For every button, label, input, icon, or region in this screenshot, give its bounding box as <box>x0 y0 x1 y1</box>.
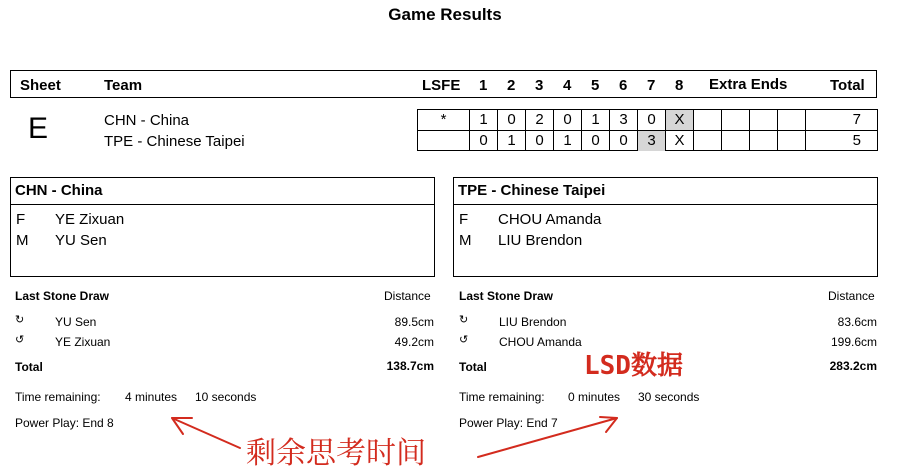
team-1-time-minutes: 4 minutes <box>125 390 178 404</box>
team-1-end-8: X <box>666 110 694 130</box>
team-2-end-6: 0 <box>610 130 638 151</box>
team-2-power-play: Power Play: End 7 <box>459 416 558 430</box>
team-2-lsd-2-distance: 199.6cm <box>830 335 877 349</box>
team-2-player-1-name: CHOU Amanda <box>498 211 602 228</box>
team-2-lsd-total-label: Total <box>459 360 487 374</box>
team-2-player-1-position: F <box>459 211 469 228</box>
team-1-player-1-position: F <box>16 211 26 228</box>
team-2-end-8: X <box>666 130 694 151</box>
team-2-end-4: 1 <box>554 130 582 151</box>
team-1-lsd-1-name: YU Sen <box>55 315 97 329</box>
header-end-4: 4 <box>563 77 572 94</box>
annotation-thinking-time: 剩余思考时间 <box>246 436 426 471</box>
team-1-end-5: 1 <box>582 110 610 130</box>
team-1-lsd-total-label: Total <box>15 360 43 374</box>
header-sheet: Sheet <box>20 77 61 94</box>
header-end-7: 7 <box>647 77 656 94</box>
team-2-lsd-total: 283.2cm <box>829 359 877 373</box>
team-1-lsd-label: Last Stone Draw <box>15 289 110 303</box>
team-2-lsd-2-name: CHOU Amanda <box>499 335 582 349</box>
header-end-5: 5 <box>591 77 600 94</box>
clockwise-rotation-icon: ↻ <box>459 314 469 326</box>
team-1-end-1: 1 <box>470 110 498 130</box>
arrow-to-team-2-time <box>478 418 617 457</box>
page-title: Game Results <box>388 5 502 24</box>
team-1-time-seconds: 10 seconds <box>195 390 257 404</box>
header-total: Total <box>830 77 865 94</box>
header-lsfe: LSFE <box>422 77 461 94</box>
team-2-total: 5 <box>806 130 877 151</box>
team-1-player-2-position: M <box>16 232 29 249</box>
team-1-distance-label: Distance <box>384 289 431 303</box>
annotation-lsd-data: LSD数据 <box>584 351 683 381</box>
team-1-name: CHN - China <box>104 112 190 129</box>
team-2-time-label: Time remaining: <box>459 390 545 404</box>
team-2-distance-label: Distance <box>828 289 875 303</box>
team-1-end-3: 2 <box>526 110 554 130</box>
team-2-lsd-label: Last Stone Draw <box>459 289 554 303</box>
team-1-end-4: 0 <box>554 110 582 130</box>
team-2-end-7: 3 <box>638 130 666 151</box>
header-end-6: 6 <box>619 77 628 94</box>
team-1-lsd-2-distance: 49.2cm <box>394 335 434 349</box>
counterclockwise-rotation-icon: ↺ <box>459 334 469 346</box>
team-2-time-minutes: 0 minutes <box>568 390 621 404</box>
sheet-letter: E <box>28 112 49 145</box>
team-2-end-3: 0 <box>526 130 554 151</box>
team-2-name: TPE - Chinese Taipei <box>104 133 245 150</box>
team-1-total: 7 <box>852 111 861 128</box>
header-extra-ends: Extra Ends <box>709 76 788 93</box>
team-1-end-2: 0 <box>498 110 526 130</box>
header-end-1: 1 <box>479 77 488 94</box>
team-2-roster-title: TPE - Chinese Taipei <box>454 178 877 205</box>
team-1-player-1-name: YE Zixuan <box>55 211 125 228</box>
team-1-lsd-2-name: YE Zixuan <box>55 335 111 349</box>
team-2-end-2: 1 <box>498 130 526 151</box>
team-1-lsd-1-distance: 89.5cm <box>394 315 434 329</box>
team-1-end-7: 0 <box>638 110 666 130</box>
header-team: Team <box>104 77 143 94</box>
team-2-end-1: 0 <box>470 130 498 151</box>
team-1-lsd-total: 138.7cm <box>386 359 434 373</box>
header-end-3: 3 <box>535 77 544 94</box>
team-1-lsfe: * <box>418 110 470 130</box>
team-1-power-play: Power Play: End 8 <box>15 416 114 430</box>
clockwise-rotation-icon: ↻ <box>15 314 25 326</box>
header-end-2: 2 <box>507 77 516 94</box>
team-2-time-seconds: 30 seconds <box>638 390 700 404</box>
header-end-8: 8 <box>675 77 684 94</box>
team-2-player-2-position: M <box>459 232 472 249</box>
team-1-time-label: Time remaining: <box>15 390 101 404</box>
team-2-lsd-1-distance: 83.6cm <box>837 315 877 329</box>
team-2-lsd-1-name: LIU Brendon <box>499 315 567 329</box>
team-1-roster-title: CHN - China <box>11 178 434 205</box>
counterclockwise-rotation-icon: ↺ <box>15 334 25 346</box>
team-2-player-2-name: LIU Brendon <box>498 232 583 249</box>
team-2-end-5: 0 <box>582 130 610 151</box>
team-1-end-6: 3 <box>610 110 638 130</box>
team-1-player-2-name: YU Sen <box>55 232 107 249</box>
